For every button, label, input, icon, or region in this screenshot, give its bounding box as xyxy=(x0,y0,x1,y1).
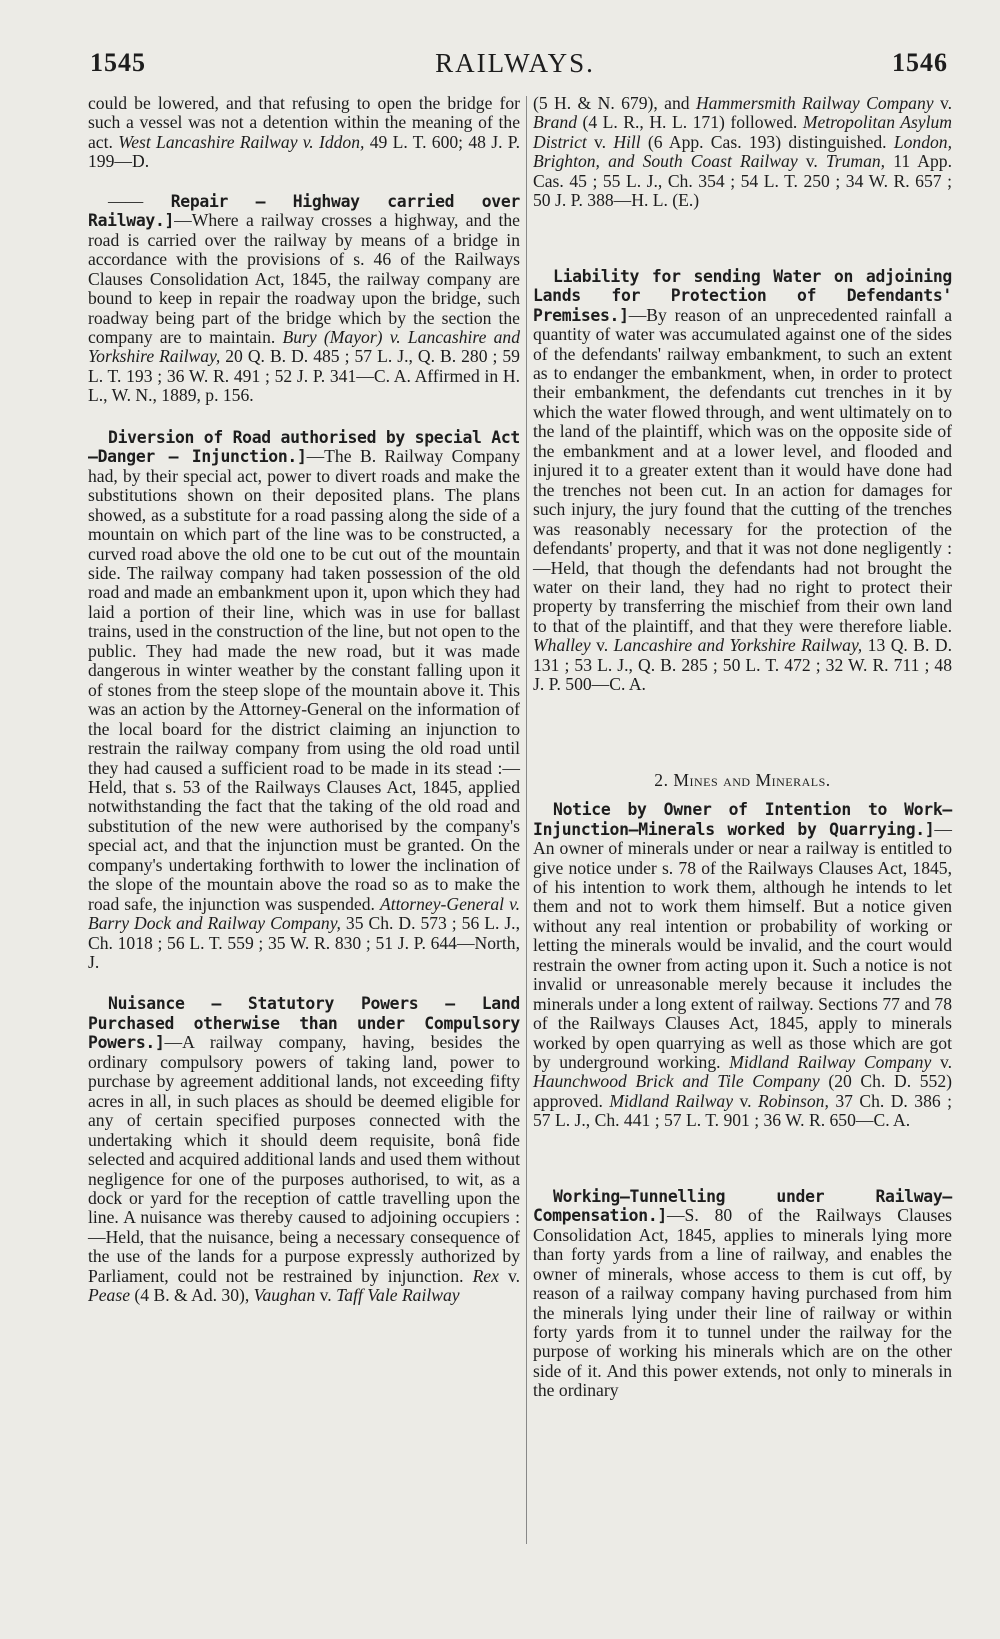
entry-heading: Repair — Highway carried over Railway.] xyxy=(88,191,520,231)
case-name: Haunchwood Brick and Tile Company xyxy=(533,1071,820,1092)
entry-heading: Liability for sending Water on adjoining Lands for Protection of Defendants' Premises.] xyxy=(533,266,952,325)
entry-nuisance-continued: (5 H. & N. 679), and Hammersmith Railway Company v. Brand (4 L. R., H. L. 171) followed. Metropolitan Asylum District v. Hill (6 App. Cas. 193) distinguished. London, Brighton, and South Coast Railway v. Truman, 11 App. Cas. 45 ; 55 L. J., Ch. 354 ; 54 L. T. 250 ; 34 W. R. 657 ; 50 J. P. 388—H. L. (E.) xyxy=(533,93,953,211)
case-name: Brand xyxy=(533,112,577,133)
case-name: Midland Railway xyxy=(609,1090,734,1111)
section-title: 2. Mines and Minerals. xyxy=(654,769,831,790)
case-name: Hammersmith Railway Company xyxy=(695,93,934,113)
case-name: Vaughan xyxy=(253,1285,316,1306)
entry-heading: Notice by Owner of Intention to Work—Injunction—Minerals worked by Quarrying.] xyxy=(533,800,952,839)
case-name: Hill xyxy=(613,131,641,152)
case-name: Taff Vale Railway xyxy=(336,1285,460,1306)
entry-nuisance: Nuisance — Statutory Powers — Land Purchased otherwise than under Compulsory Powers.]—A railway company, having, besides the ordinary compulsory powers of taking land, power to purchase by agreement additional lands, not exceeding fifty acres in all, in such places as should be deemed eligible for any of certain specified purposes connected with the undertaking which it should deem requisite, bonâ fide selected and acquired additional lands and used them without negligence for one of the purposes authorised, to wit, as a dock or yard for the reception of cattle travelling upon the line. A nuisance was thereby caused to adjoining occupiers :—Held, that the nuisance, being a necessary consequence of the use of the lands for a purpose expressly authorized by Parliament, could not be restrained by injunction. Rex v. Pease (4 B. & Ad. 30), Vaughan v. Taff Vale Railway xyxy=(88,994,520,1306)
case-name: Lancashire and Yorkshire Railway, xyxy=(613,635,863,656)
left-column xyxy=(88,94,520,1306)
case-name: Metropolitan Asylum District xyxy=(533,112,952,152)
entry-continued: could be lowered, and that refusing to open the bridge for such a vessel was not a detention within the meaning of the act. West Lancashire Railway v. Iddon, 49 L. T. 600; 48 J. P. 199—D. xyxy=(88,93,520,172)
running-header xyxy=(82,48,948,88)
case-name: London, Brighton, and South Coast Railway xyxy=(533,131,952,172)
entry-heading: Diversion of Road authorised by special Act—Danger — Injunction.] xyxy=(88,427,520,467)
case-name: Truman, xyxy=(825,151,886,172)
entry-notice-by-owner: Notice by Owner of Intention to Work—Injunction—Minerals worked by Quarrying.]—An owner of minerals under or near a railway is entitled to give notice under s. 78 of the Railways Clauses Act, 1845, of his intention to work them, although he intends to let them and not to work them himself. But a notice given without any real intention or probability of working or letting the minerals would be invalid, and the court would restrain the owner from acting upon it. Such a notice is not invalid or unreasonable merely because it includes the minerals under a long extent of railway. Sections 77 and 78 of the Railways Clauses Act, 1845, apply to minerals worked by open quarrying as well as those which are got by underground working. Midland Railway Company v. Haunchwood Brick and Tile Company (20 Ch. D. 552) approved. Midland Railway v. Robinson, 37 Ch. D. 386 ; 57 L. J., Ch. 441 ; 57 L. T. 901 ; 36 W. R. 650—C. A. xyxy=(533,800,953,1131)
entry-working-tunnelling: Working—Tunnelling under Railway—Compensation.]—S. 80 of the Railways Clauses Consolidation Act, 1845, applies to minerals lying more than forty yards from a line of railway, and enables the owner of minerals, whose access to them is cut off, by reason of a railway company having purchased from him the minerals lying under their line of railway or within forty yards from it to tunnel under the railway for the purpose of working his minerals which are on the other side of it. And this power extends, not only to minerals in the ordinary xyxy=(533,1186,952,1401)
case-name: Rex xyxy=(472,1265,499,1286)
right-page-number: 1546 xyxy=(892,48,948,77)
entry-heading: Working—Tunnelling under Railway—Compensation.] xyxy=(533,1186,952,1226)
entry-liability-water: Liability for sending Water on adjoining Lands for Protection of Defendants' Premises.]—By reason of an unprecedented rainfall a quantity of water was accumulated against one of the sides of the defendants' railway embankment, to such an extent as to endanger the embankment, when, in order to protect their embankment, the defendants cut trenches in it by which the water flowed through, and went ultimately on to the land of the plaintiff, which was on the opposite side of the embankment and at a lower level, and flooded and injured it to a greater extent than it would have done had the trenches not been cut. In an action for damages for such injury, the jury found that the cutting of the trenches was reasonably necessary for the protection of the defendants' property, and that it was not done negligently :—Held, that though the defendants had not brought the water on their land, they had no right to protect their property by transferring the mischief from their own land to that of the plaintiff, and that they were therefore liable. Whalley v. Lancashire and Yorkshire Railway, 13 Q. B. D. 131 ; 53 L. J., Q. B. 285 ; 50 L. T. 472 ; 32 W. R. 711 ; 48 J. P. 500—C. A. xyxy=(533,266,952,695)
left-page-number: 1545 xyxy=(90,48,146,77)
entry-repair-highway: —— Repair — Highway carried over Railway.]—Where a railway crosses a highway, and the road is carried over the railway by means of a bridge in accordance with the provisions of s. 46 of the Railways Clauses Consolidation Act, 1845, the railway company are bound to keep in repair the roadway upon the bridge, such roadway being part of the bridge which by the section the company are to maintain. Bury (Mayor) v. Lancashire and Yorkshire Railway, 20 Q. B. D. 485 ; 57 L. J., Q. B. 280 ; 59 L. T. 193 ; 36 W. R. 491 ; 52 J. P. 341—C. A. Affirmed in H. L., W. N., 1889, p. 156. xyxy=(88,190,520,406)
case-name: West Lancashire Railway v. Iddon, xyxy=(118,131,365,152)
case-name: Robinson, xyxy=(758,1090,829,1111)
right-column xyxy=(533,94,952,1401)
case-name: Midland Railway Company xyxy=(729,1052,932,1073)
case-name: Pease xyxy=(88,1285,131,1306)
entry-heading: Nuisance — Statutory Powers — Land Purchased otherwise than under Compulsory Powers.] xyxy=(88,994,520,1053)
column-divider xyxy=(526,96,527,1544)
case-name: Attorney-General v. Barry Dock and Railway Company, xyxy=(88,893,520,934)
entry-diversion-of-road: Diversion of Road authorised by special Act—Danger — Injunction.]—The B. Railway Company had, by their special act, power to divert roads and make the substitutions shown on their deposited plans. The plans showed, as a substitute for a road passing along the side of a mountain on which part of the line was to be constructed, a curved road above the old one to be cut out of the mountain side. The railway company had taken possession of the old road and made an embankment upon it, upon which they had laid a portion of their line, which was in use for ballast trains, used in the construction of the line, but not open to the public. They had made the new road, but it was made dangerous in winter weather by the constant falling upon it of stones from the steep slope of the mountain above it. This was an action by the Attorney-General on the information of the local board for the district claiming an injunction to restrain the railway company from using the old road until they had caused a sufficient road to be made in its stead :—Held, that s. 53 of the Railways Clauses Act, 1845, applied notwithstanding the fact that the taking of the old road and substitution of the new were authorised by the company's special act, and that the injunction must be granted. On the company's undertaking forthwith to lower the inclination of the slope of the mountain above the road so as to make the road safe, the injunction was suspended. Attorney-General v. Barry Dock and Railway Company, 35 Ch. D. 573 ; 56 L. J., Ch. 1018 ; 56 L. T. 559 ; 35 W. R. 830 ; 51 J. P. 644—North, J. xyxy=(88,427,521,973)
case-name: Whalley xyxy=(533,635,591,656)
page-title: RAILWAYS. xyxy=(435,48,595,78)
case-name: Bury (Mayor) v. Lancashire and Yorkshire Railway, xyxy=(88,326,520,367)
